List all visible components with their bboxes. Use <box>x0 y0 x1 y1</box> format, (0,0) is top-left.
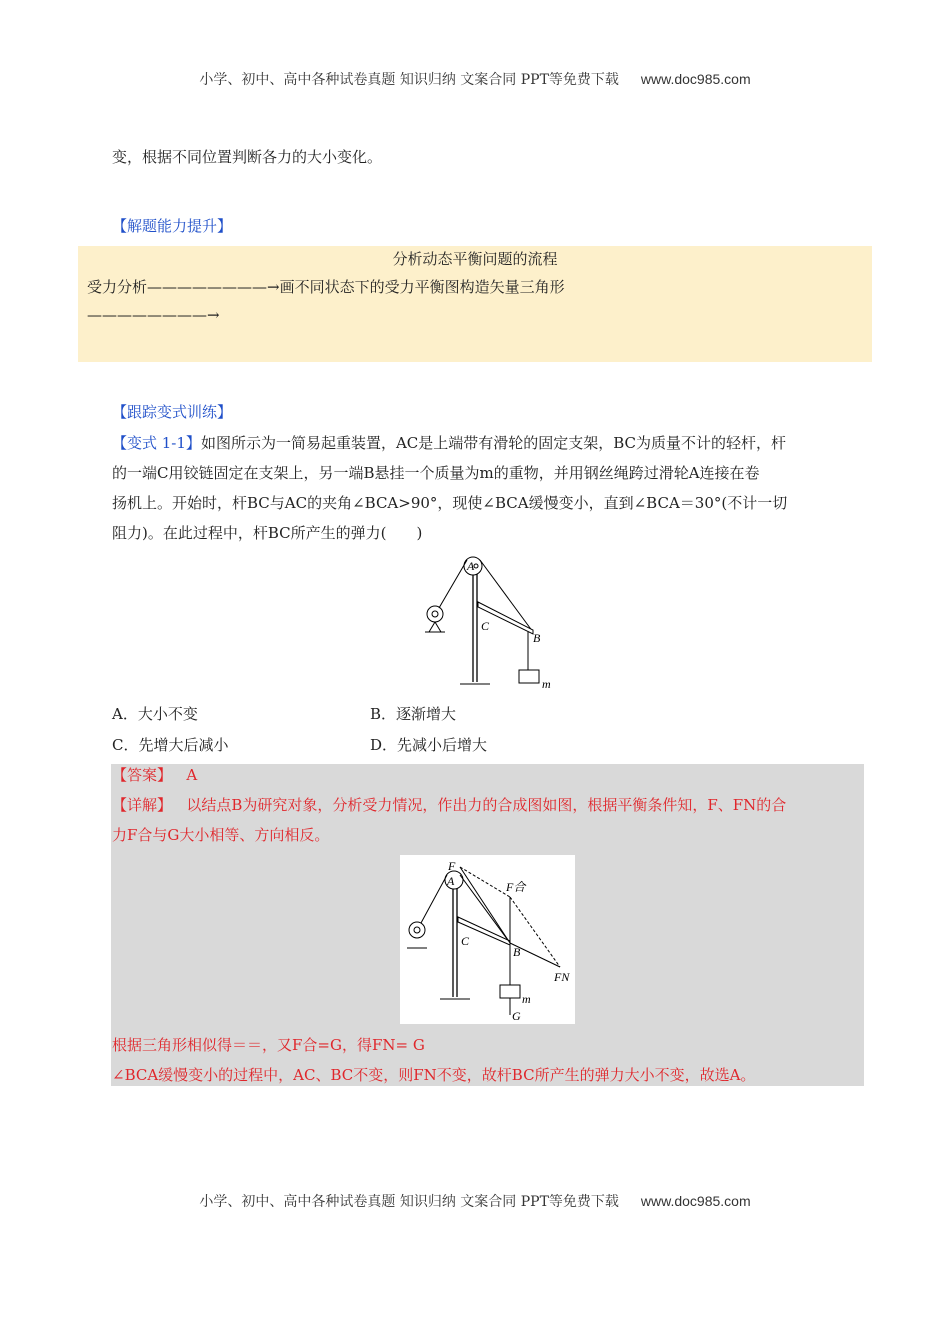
label-fn: FN <box>554 970 570 984</box>
intro-tail: 变，根据不同位置判断各力的大小变化。 <box>112 148 383 166</box>
label-f: F <box>448 859 456 873</box>
question <box>112 428 787 548</box>
flow-box <box>78 246 872 362</box>
conclusion-line-2: ∠BCA缓慢变小的过程中，AC、BC不变，则FN不变，故杆BC所产生的弹力大小不变，故选A。 <box>112 1066 756 1084</box>
crane-diagram <box>415 552 565 694</box>
option-c[interactable] <box>112 734 229 755</box>
question-line: 如图所示为一简易起重装置，AC是上端带有滑轮的固定支架，BC为质量不计的轻杆，杆 <box>200 434 787 452</box>
header-url[interactable]: www.doc985.com <box>640 71 751 87</box>
detail-text: 以结点B为研究对象，分析受力情况，作出力的合成图如图，根据平衡条件知，F、FN的合 <box>186 796 787 814</box>
flow-line-1: 受力分析————————→画不同状态下的受力平衡图构造矢量三角形 <box>87 278 565 296</box>
label-c: C <box>461 934 470 948</box>
flow-title: 分析动态平衡问题的流程 <box>392 250 558 268</box>
answer-value: A <box>186 766 198 784</box>
label-c: C <box>481 619 490 633</box>
page-footer <box>0 1191 950 1211</box>
option-d[interactable] <box>370 734 487 755</box>
option-text: 先减小后增大 <box>397 736 488 754</box>
section-title-training: 【跟踪变式训练】 <box>112 403 233 421</box>
footer-text: 小学、初中、高中各种试卷真题 知识归纳 文案合同 PPT等免费下载 <box>199 1194 619 1210</box>
label-b: B <box>533 631 541 645</box>
answer-box <box>111 764 864 1086</box>
footer-url[interactable]: www.doc985.com <box>640 1193 751 1209</box>
detail-label: 【详解】 <box>112 796 173 814</box>
option-key: C． <box>112 736 139 754</box>
option-a[interactable] <box>112 703 198 724</box>
label-f-resultant: F合 <box>506 880 526 894</box>
option-text: 先增大后减小 <box>138 736 229 754</box>
label-m: m <box>522 992 531 1006</box>
detail-line-2: 力F合与G大小相等、方向相反。 <box>112 826 330 844</box>
question-line: 扬机上。开始时，杆BC与AC的夹角∠BCA>90°，现使∠BCA缓慢变小，直到∠BCA＝30°(不计一切 <box>112 494 788 512</box>
option-text: 逐渐增大 <box>396 705 457 723</box>
option-key: B． <box>370 705 397 723</box>
label-g: G <box>512 1009 521 1023</box>
force-diagram <box>400 855 575 1024</box>
flow-line-2: ————————→ <box>87 306 220 324</box>
detail-line-1 <box>112 790 786 820</box>
question-tag: 【变式 1-1】 <box>112 434 201 452</box>
question-line: 的一端C用铰链固定在支架上，另一端B悬挂一个质量为m的重物，并用钢丝绳跨过滑轮A连接在卷 <box>112 464 760 482</box>
section-title-ability: 【解题能力提升】 <box>112 217 233 235</box>
answer-label: 【答案】 <box>112 766 173 784</box>
label-a: A <box>447 874 455 888</box>
label-b: B <box>513 945 521 959</box>
option-b[interactable] <box>370 703 456 724</box>
answer-line <box>112 760 197 790</box>
page-header <box>0 69 950 89</box>
label-a: A <box>467 559 475 573</box>
conclusion-line-1: 根据三角形相似得＝＝，又F合=G，得FN= G <box>112 1036 425 1054</box>
label-m: m <box>542 677 551 691</box>
option-text: 大小不变 <box>137 705 198 723</box>
header-text: 小学、初中、高中各种试卷真题 知识归纳 文案合同 PPT等免费下载 <box>199 72 619 88</box>
option-key: A． <box>112 705 138 723</box>
question-line: 阻力)。在此过程中，杆BC所产生的弹力( ) <box>112 524 423 542</box>
option-key: D． <box>370 736 398 754</box>
